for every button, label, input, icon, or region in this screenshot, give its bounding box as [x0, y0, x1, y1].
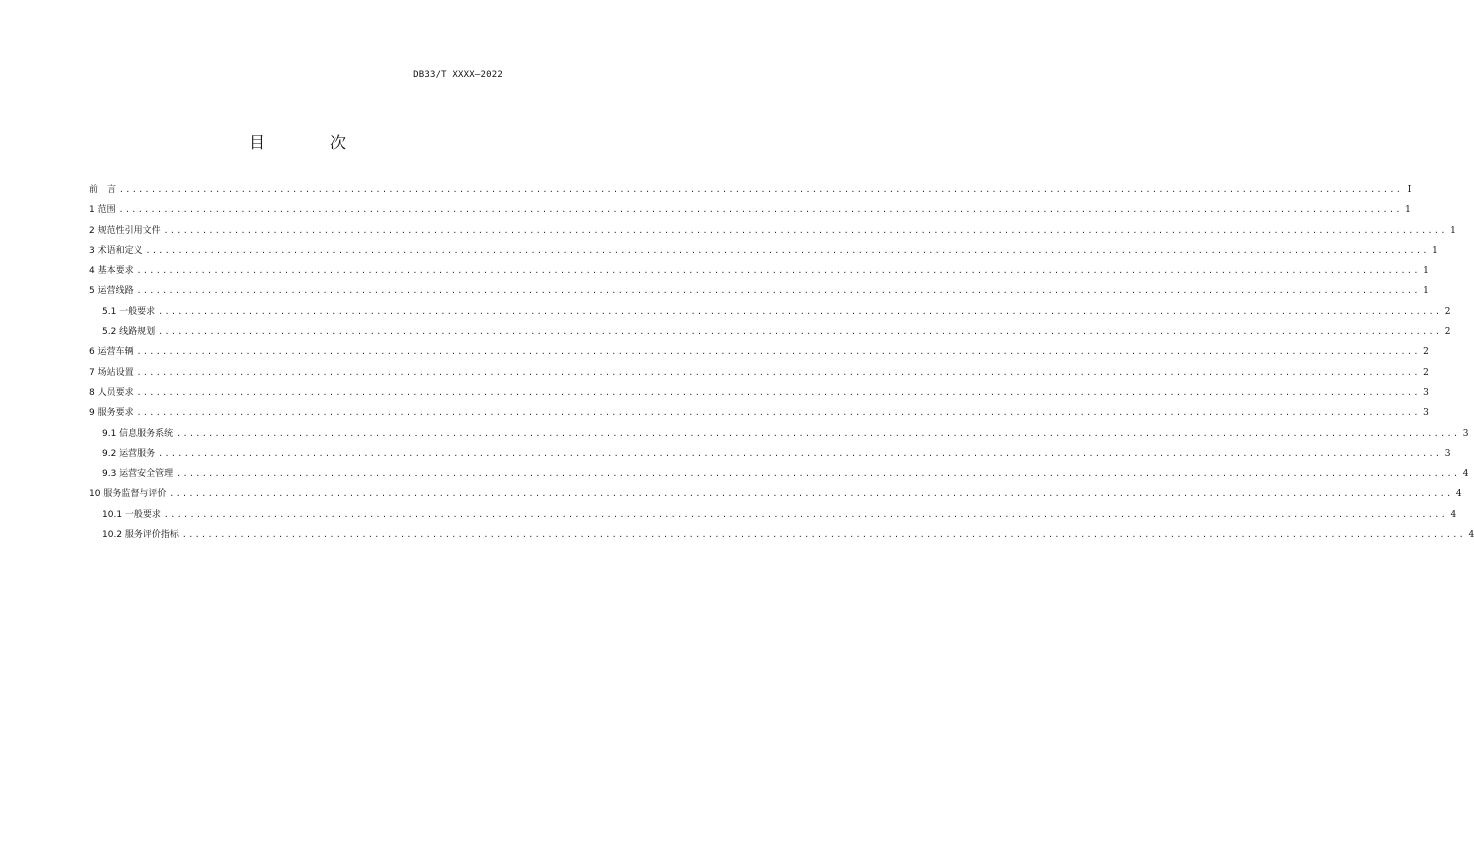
- toc-entry-label: 3 术语和定义: [89, 245, 143, 256]
- toc-entry-page-number: 2: [1444, 327, 1451, 338]
- toc-entry-page-number: 3: [1423, 387, 1429, 398]
- toc-entry[interactable]: [89, 466, 1469, 486]
- toc-entry-page-number: 4: [1468, 530, 1474, 541]
- toc-dot-leader: ........................................................................................................................................................................................................: [136, 347, 1420, 357]
- toc-dot-leader: ........................................................................................................................................................................................................: [145, 245, 1429, 255]
- toc-dot-leader: ........................................................................................................................................................................................................: [136, 286, 1420, 296]
- toc-entry-page-number: 1: [1423, 266, 1429, 277]
- toc-dot-leader: ........................................................................................................................................................................................................: [176, 428, 1460, 438]
- toc-entry-label: 9.2 运营服务: [102, 448, 156, 459]
- toc-entry[interactable]: [89, 344, 1429, 364]
- toc-entry-page-number: 3: [1423, 408, 1429, 419]
- toc-dot-leader: ........................................................................................................................................................................................................: [163, 225, 1447, 235]
- toc-entry-label: 2 规范性引用文件: [89, 225, 161, 236]
- toc-entry-label: 5.1 一般要求: [102, 306, 156, 317]
- toc-dot-leader: ........................................................................................................................................................................................................: [176, 469, 1460, 479]
- toc-entry[interactable]: [89, 283, 1429, 303]
- toc-dot-leader: ........................................................................................................................................................................................................: [136, 387, 1420, 397]
- toc-entry[interactable]: [89, 446, 1451, 466]
- toc-entry-page-number: 2: [1423, 347, 1429, 358]
- toc-entry-label: 10.2 服务评价指标: [102, 530, 179, 541]
- toc-entry[interactable]: [89, 263, 1429, 283]
- toc-entry[interactable]: [89, 405, 1429, 425]
- toc-dot-leader: ........................................................................................................................................................................................................: [136, 367, 1420, 377]
- toc-dot-leader: ........................................................................................................................................................................................................: [119, 185, 1403, 194]
- toc-entry-page-number: 3: [1444, 448, 1451, 459]
- toc-dot-leader: ........................................................................................................................................................................................................: [158, 448, 1442, 458]
- toc-entry[interactable]: [89, 507, 1457, 527]
- toc-dot-leader: ........................................................................................................................................................................................................: [163, 509, 1448, 519]
- toc-entry-page-number: 1: [1423, 286, 1429, 297]
- toc-entry-page-number: I: [1407, 185, 1412, 195]
- toc-entry[interactable]: [89, 486, 1462, 506]
- toc-entry[interactable]: [89, 426, 1469, 446]
- toc-entry[interactable]: [89, 365, 1429, 385]
- toc-entry-page-number: 1: [1432, 245, 1438, 256]
- toc-entry-label: 5.2 线路规划: [102, 327, 156, 338]
- document-code: DB33/T XXXX—2022: [413, 70, 503, 80]
- toc-entry-label: 10.1 一般要求: [102, 509, 161, 520]
- toc-entry[interactable]: [89, 243, 1438, 263]
- toc-entry[interactable]: [89, 182, 1412, 202]
- toc-entry[interactable]: [89, 223, 1456, 243]
- toc-entry-page-number: 4: [1462, 469, 1469, 480]
- toc-entry-label: 6 运营车辆: [89, 347, 134, 358]
- toc-entry-label: 9.1 信息服务系统: [102, 428, 174, 439]
- toc-entry-label: 5 运营线路: [89, 286, 134, 297]
- toc-entry-label: 4 基本要求: [89, 266, 134, 277]
- toc-entry[interactable]: [89, 527, 1474, 547]
- toc-entry-page-number: 2: [1444, 306, 1451, 317]
- toc-entry-page-number: 3: [1462, 428, 1469, 439]
- toc-entry-label: 前 言: [89, 185, 117, 195]
- toc-entry-label: 10 服务监督与评价: [89, 489, 167, 500]
- toc-entry-page-number: 2: [1423, 367, 1429, 378]
- toc-dot-leader: ........................................................................................................................................................................................................: [181, 530, 1466, 540]
- toc-title: 目 次: [248, 133, 377, 152]
- toc-entry[interactable]: [89, 304, 1451, 324]
- toc-entry-label: 1 范围: [89, 205, 116, 216]
- toc-entry-page-number: 1: [1450, 225, 1456, 236]
- toc-entry-label: 9.3 运营安全管理: [102, 469, 174, 480]
- toc-dot-leader: ........................................................................................................................................................................................................: [136, 408, 1420, 418]
- toc-entry-page-number: 4: [1450, 509, 1457, 520]
- toc-entry-page-number: 1: [1405, 205, 1411, 216]
- toc-dot-leader: ........................................................................................................................................................................................................: [169, 489, 1453, 499]
- toc-dot-leader: ........................................................................................................................................................................................................: [158, 306, 1442, 316]
- toc-dot-leader: ........................................................................................................................................................................................................: [136, 266, 1420, 276]
- toc-entry-label: 8 人员要求: [89, 387, 134, 398]
- toc-dot-leader: ........................................................................................................................................................................................................: [158, 327, 1442, 337]
- toc-entry-label: 7 场站设置: [89, 367, 134, 378]
- toc-entry-page-number: 4: [1455, 489, 1462, 500]
- toc-entry-label: 9 服务要求: [89, 408, 134, 419]
- toc-entry[interactable]: [89, 324, 1451, 344]
- toc-entry[interactable]: [89, 385, 1429, 405]
- table-of-contents: [89, 182, 1474, 547]
- toc-dot-leader: ........................................................................................................................................................................................................: [118, 205, 1402, 215]
- toc-entry[interactable]: [89, 202, 1411, 222]
